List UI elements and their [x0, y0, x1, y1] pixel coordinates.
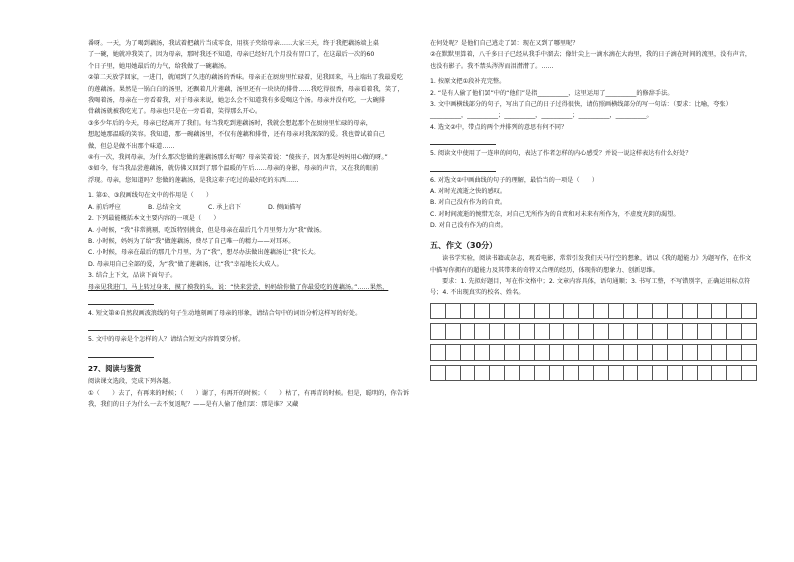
grid-cell[interactable] [534, 365, 549, 381]
question-5: 5. 文中的母亲是个怎样的人？请结合短文内容简要分析。 [88, 336, 245, 344]
grid-cell[interactable] [608, 344, 623, 360]
option[interactable]: C. 小时候，母亲在最后的那几个月里，为了“我”，想尽办法做出莲藕汤让“我”长大。 [88, 249, 320, 257]
grid-cell[interactable] [490, 324, 505, 340]
grid-cell[interactable] [653, 365, 668, 381]
reading-passage [88, 38, 416, 186]
grid-cell[interactable] [638, 344, 653, 360]
grid-cell[interactable] [608, 324, 623, 340]
option[interactable]: B. 总结全文 [148, 203, 181, 211]
passage-line: ②第二天放学回家，一进门，就闻到了久违的藕汤的香味。母亲正在厨房里忙碌着，见我回来，马上端出了我最爱吃 [88, 74, 403, 82]
option[interactable]: D. 侧面描写 [268, 203, 302, 211]
grid-cell[interactable] [579, 365, 594, 381]
grid-cell[interactable] [431, 324, 446, 340]
grid-cell[interactable] [475, 303, 490, 319]
question-3: 3. 文中画横线部分的句子，写出了自己的日子过得很快，请仿照画横线部分的写一句话：（要求：比喻，夸张） [430, 101, 732, 109]
grid-cell[interactable] [742, 365, 757, 381]
grid-cell[interactable] [534, 303, 549, 319]
grid-cell[interactable] [549, 324, 564, 340]
essay-requirements: 要求：1. 先拟好题目，写在作文格中；2. 文章内容具体，语句通顺；3. 书写工整，不写错别字，正确运用标点符号；4. 不出现真实的校名、姓名。 [430, 277, 751, 297]
grid-cell[interactable] [579, 324, 594, 340]
grid-cell[interactable] [519, 303, 534, 319]
grid-cell[interactable] [564, 344, 579, 360]
passage-line: ③多少年后的今天，母亲已经离开了我们。每当我吃到莲藕汤时，我就会想起那个在厨房里忙碌的母亲， [88, 119, 372, 127]
grid-cell[interactable] [638, 303, 653, 319]
answer-line[interactable] [88, 347, 154, 358]
question-4: 4. 选文②中，带点的两个并排列的意思有何不同？ [430, 123, 568, 131]
excerpt-paragraph-2: ②在默默里算着，八千多日子已经从我手中溜去；像针尖上一滴水滴在大海里，我的日子滴在时间的流里，没有声音，也没有影子。我不禁头涔涔而泪潸潸了。…… [430, 51, 752, 70]
grid-cell[interactable] [697, 365, 712, 381]
grid-cell[interactable] [623, 365, 638, 381]
grid-cell[interactable] [638, 324, 653, 340]
grid-cell[interactable] [475, 324, 490, 340]
grid-cell[interactable] [579, 344, 594, 360]
grid-cell[interactable] [742, 303, 757, 319]
option[interactable]: A. 小时候，“我”非常挑剔，吃饭特别挑食，但是母亲在最后几个月里努力为“我”做汤。 [88, 226, 326, 234]
grid-cell[interactable] [727, 365, 742, 381]
passage-line: ⑤如今，每当我品尝莲藕汤，就仿佛又回到了那个温暖的午后……母亲的身影，母亲的声音，又在我的眼前 [88, 165, 379, 173]
passage-line: 想起她那温暖的笑容。我知道，那一碗藕汤里，不仅有莲藕和排骨，还有母亲对我深深的爱。我也曾试着自己 [88, 131, 385, 139]
grid-cell[interactable] [549, 303, 564, 319]
answer-line[interactable] [88, 320, 154, 331]
passage-line: 个日子里，她用她最后的力气，给我做了一碗藕汤。 [88, 62, 231, 70]
grid-cell[interactable] [460, 365, 475, 381]
question-1-options [88, 202, 416, 213]
grid-cell[interactable] [682, 365, 697, 381]
passage-line: 骨藕汤就被我吃光了。母亲也只是在一旁看着，笑得那么开心。 [88, 108, 262, 116]
grid-cell[interactable] [564, 303, 579, 319]
essay-prompt: 读书学实验，阅读书籍或杂志，观看电影，常常引发我们天马行空的想象，请以《我的超能力》为题写作，在作文中描写你拥有的超能力及其带来的奇特又合理的经历，体现你的想象力、创新思维。 [430, 255, 752, 274]
grid-cell[interactable] [505, 365, 520, 381]
grid-cell[interactable] [712, 365, 727, 381]
question-3-blanks[interactable]: __________，__________；__________，__________；__________，__________。 [430, 112, 653, 120]
grid-cell[interactable] [431, 344, 446, 360]
right-column [430, 38, 757, 381]
grid-cell[interactable] [593, 324, 608, 340]
question-3: 3. 结合上下文，品读下面句子。 [88, 272, 177, 280]
grid-cell[interactable] [490, 365, 505, 381]
grid-cell[interactable] [712, 344, 727, 360]
passage-line: 我喝着汤，母亲在一旁看着我，对于母亲来说，她怎么会不知道我有多爱喝这个汤。母亲并没有吃，一大碗排 [88, 97, 385, 105]
grid-cell[interactable] [519, 365, 534, 381]
passage-line: 了一碗，她就冲我笑了，因为母亲，那时我还不知道，母亲已经好几个月没有胃口了，在这最后一次的60 [88, 51, 375, 59]
grid-cell[interactable] [475, 344, 490, 360]
grid-cell[interactable] [742, 324, 757, 340]
passage-line: ④有一次，我问母亲，为什么那次您做的莲藕汤那么好喝？母亲笑着说：“傻孩子，因为那是妈妈用心做的呀。” [88, 154, 388, 162]
option[interactable]: A. 对时光流逝之快的感叹。 [430, 188, 507, 196]
grid-cell[interactable] [712, 324, 727, 340]
question-3-quote: 母亲见我进门，马上转过身来，摸了摸我的头，说：“快来尝尝，妈妈给你做了你最爱吃的莲藕汤。”……果然， [88, 283, 389, 291]
grid-cell[interactable] [519, 324, 534, 340]
grid-cell[interactable] [623, 324, 638, 340]
grid-cell[interactable] [697, 324, 712, 340]
grid-cell[interactable] [579, 303, 594, 319]
grid-cell[interactable] [549, 365, 564, 381]
grid-cell[interactable] [653, 344, 668, 360]
section-intro: 阅读课文选段，完成下列各题。 [88, 378, 175, 386]
answer-line[interactable] [430, 134, 496, 145]
grid-cell[interactable] [608, 365, 623, 381]
essay-heading: 五、作文（30分） [430, 240, 498, 250]
question-5: 5. 阅读文中使用了一连串的问句，表达了作者怎样的内心感受？并说一说这样表达有什么好处？ [430, 150, 692, 158]
grid-cell[interactable] [534, 344, 549, 360]
option[interactable]: D. 母亲用自己全部的爱，为“我”做了莲藕汤，让“我”幸福地长大成人。 [88, 260, 283, 268]
option[interactable]: B. 小时候，妈妈为了给“我”做莲藕汤，费尽了自己唯一的精力——对耳环。 [88, 237, 295, 245]
grid-cell[interactable] [534, 324, 549, 340]
question-2: 2. “是有人偷了他们罢”中的“他们”是指__________，这里运用了__________的修辞手法。 [430, 89, 674, 97]
grid-cell[interactable] [682, 324, 697, 340]
passage-line: 浮现。母亲，您知道吗？您做的莲藕汤，是我这辈子吃过的最好吃的东西…… [88, 176, 299, 184]
grid-cell[interactable] [460, 303, 475, 319]
grid-cell[interactable] [608, 303, 623, 319]
passage-line: 番呀。一天，为了喝到藕汤，我试着把藕片当成零食，用筷子夹给母亲……大家三天，终于我把藕汤端上桌 [88, 40, 379, 47]
grid-cell[interactable] [727, 324, 742, 340]
grid-cell[interactable] [682, 303, 697, 319]
grid-cell[interactable] [623, 344, 638, 360]
grid-cell[interactable] [712, 303, 727, 319]
grid-cell[interactable] [564, 324, 579, 340]
excerpt-continued: 在何处呢？是他们自己逃走了罢：现在又到了哪里呢？ [430, 40, 579, 47]
grid-cell[interactable] [742, 344, 757, 360]
grid-cell[interactable] [593, 344, 608, 360]
grid-cell[interactable] [460, 324, 475, 340]
grid-cell[interactable] [445, 344, 460, 360]
option[interactable]: C. 承上启下 [208, 203, 242, 211]
grid-cell[interactable] [623, 303, 638, 319]
grid-cell[interactable] [593, 365, 608, 381]
grid-cell[interactable] [697, 344, 712, 360]
grid-cell[interactable] [445, 303, 460, 319]
grid-cell[interactable] [431, 365, 446, 381]
question-2: 2. 下列最能概括本文主要内容的一项是（ ） [88, 215, 220, 223]
option[interactable]: C. 对时间流逝的惋惜无奈，对自己无所作为的自责和对未来有所作为，不虚度光阴的渴望。 [430, 210, 680, 218]
writing-grid[interactable] [430, 303, 757, 381]
grid-cell[interactable] [668, 324, 683, 340]
grid-cell[interactable] [505, 324, 520, 340]
grid-cell[interactable] [593, 303, 608, 319]
grid-cell[interactable] [519, 344, 534, 360]
passage-line: 做，但总是做不出那个味道…… [88, 142, 175, 150]
grid-cell[interactable] [460, 344, 475, 360]
grid-cell[interactable] [653, 303, 668, 319]
grid-cell[interactable] [727, 303, 742, 319]
option[interactable]: D. 对自己没有作为的自责。 [430, 222, 507, 230]
grid-cell[interactable] [727, 344, 742, 360]
grid-cell[interactable] [549, 344, 564, 360]
option[interactable]: A. 前后呼应 [88, 203, 121, 211]
grid-cell[interactable] [668, 344, 683, 360]
grid-cell[interactable] [668, 365, 683, 381]
left-column [88, 38, 416, 410]
excerpt: ①（ ）去了，有再来的时候；（ ）谢了，有再开的时候；（ ）枯了，有再青的时候。但是，聪明的，你告诉我，我们的日子为什么一去不复返呢？——是有人偷了他们罢：那是谁？又藏 [88, 389, 410, 408]
grid-cell[interactable] [490, 303, 505, 319]
question-4: 4. 短文第④自然段画波浪线的句子生动地刻画了母亲的形象，请结合句中的词语分析这样写的好处。 [88, 309, 362, 317]
grid-cell[interactable] [505, 303, 520, 319]
grid-cell[interactable] [431, 303, 446, 319]
passage-line: 的莲藕汤。果然是一锅白白的汤里，还飘着几片莲藕，汤里还有一块块的排骨……我吃得很香，母亲看着我，笑了， [88, 85, 404, 93]
grid-cell[interactable] [445, 365, 460, 381]
grid-cell[interactable] [653, 324, 668, 340]
grid-cell[interactable] [668, 303, 683, 319]
question-6: 6. 对选文②中画曲线的句子的理解，最恰当的一项是（ ） [430, 176, 599, 184]
section-heading: 27、阅读与鉴赏 [88, 363, 142, 373]
grid-cell[interactable] [445, 324, 460, 340]
grid-cell[interactable] [505, 344, 520, 360]
answer-line[interactable] [430, 161, 496, 172]
grid-cell[interactable] [490, 344, 505, 360]
grid-cell[interactable] [564, 365, 579, 381]
grid-cell[interactable] [682, 344, 697, 360]
question-1: 1. 第①、③段画线句在文中的作用是（ ） [88, 192, 213, 200]
question-1: 1. 按原文把①段补充完整。 [430, 78, 506, 86]
answer-line[interactable] [88, 294, 154, 305]
option[interactable]: B. 对自己没有作为的自责。 [430, 199, 507, 207]
grid-cell[interactable] [638, 365, 653, 381]
grid-cell[interactable] [475, 365, 490, 381]
grid-cell[interactable] [697, 303, 712, 319]
